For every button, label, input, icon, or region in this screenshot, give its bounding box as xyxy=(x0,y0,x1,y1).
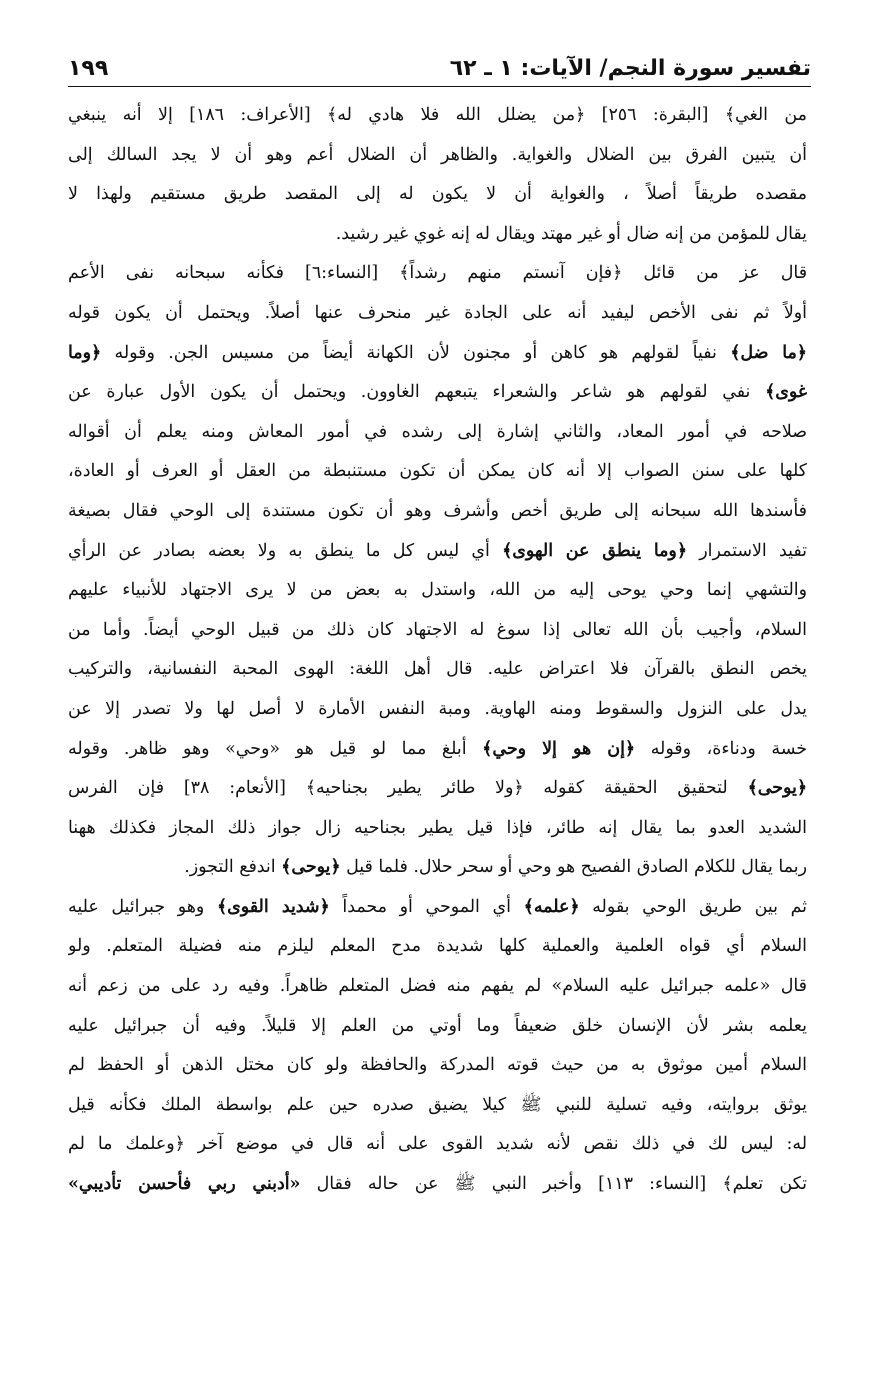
line-segment: تكن تعلم﴾ [النساء: ١١٣] وأخبر النبي ﷺ عن حاله فقال xyxy=(300,1174,807,1195)
line-segment: فأسندها الله سبحانه إلى طريق أخص وأشرف وهو أن تكون مستندة إلى الوحي فقال بصيغة xyxy=(68,500,807,521)
line-segment: خسة ودناءة، وقوله xyxy=(635,738,807,759)
text-line xyxy=(68,413,807,453)
line-segment: لتحقيق الحقيقة كقوله ﴿ولا طائر يطير بجناحيه﴾ [الأنعام: ٣٨] فإن الفرس xyxy=(68,778,748,799)
text-line xyxy=(68,215,807,255)
line-segment: أبلغ مما لو قيل هو «وحي» وهو ظاهر. وقوله xyxy=(68,738,483,759)
line-segment: قال عز من قائل ﴿فإن آنستم منهم رشداً﴾ [النساء:٦] فكأنه سبحانه نفى الأعم xyxy=(68,263,807,284)
line-segment: تفيد الاستمرار xyxy=(687,540,807,561)
text-line xyxy=(68,1046,807,1086)
line-segment: ثم بين طريق الوحي بقوله xyxy=(579,896,807,917)
line-segment: ربما يقال للكلام الصادق الفصيح هو وحي أو سحر حلال. فلما قيل xyxy=(340,857,807,878)
quran-citation: ﴿شديد القوى﴾ xyxy=(216,896,330,917)
line-segment: من الغي﴾ [البقرة: ٢٥٦] ﴿من يضلل الله فلا هادي له﴾ [الأعراف: ١٨٦] إلا أنه ينبغي xyxy=(68,105,807,125)
text-line xyxy=(68,809,807,849)
line-segment: السلام أي قواه العلمية والعملية كلها شديدة مدح المعلم ليلزم منه فضيلة المتعلم. ولو xyxy=(68,936,807,957)
text-line xyxy=(68,769,807,809)
line-segment: قال «علمه جبرائيل عليه السلام» لم يفهم منه فضل المتعلم ظاهراً. وفيه رد على من زعم أنه xyxy=(68,976,807,997)
text-line xyxy=(68,611,807,651)
line-segment: نفي لقولهم هو شاعر والشعراء يتبعهم الغاوون. ويحتمل أن يكون الأول عبارة عن xyxy=(68,382,766,403)
line-segment: يخص النطق بالقرآن فلا اعتراض عليه. قال أهل اللغة: الهوى المحبة النفسانية، والتركيب xyxy=(68,659,807,680)
line-segment: مقصده طريقاً أصلاً ، والغواية أن لا يكون له إلى المقصد طريق مستقيم ولهذا لا xyxy=(68,184,807,205)
text-line xyxy=(68,888,807,928)
running-title: تفسير سورة النجم/ الآيات: ١ ـ ٦٢ xyxy=(449,56,811,81)
text-line xyxy=(68,1086,807,1126)
quran-citation: ﴿وما xyxy=(68,342,102,363)
line-segment: أولاً ثم نفى الأخص ليفيد أنه على الجادة غير منحرف عنها أصلاً. ويحتمل أن يكون قوله xyxy=(68,302,807,323)
text-line xyxy=(68,175,807,215)
text-line xyxy=(68,1007,807,1047)
page-header xyxy=(68,38,811,80)
text-line xyxy=(68,294,807,334)
line-segment: والتشهي إنما وحي يوحى إليه من الله، واستدل به بعض من لا يرى الاجتهاد للأنبياء عليهم xyxy=(68,580,807,601)
text-line xyxy=(68,452,807,492)
line-segment: السلام أمين موثوق به من حيث قوته المدركة والحافظة ولو كان مختل الذهن أو الحفظ لم xyxy=(68,1055,807,1076)
text-line xyxy=(68,967,807,1007)
text-line xyxy=(68,136,807,176)
quran-citation: غوى﴾ xyxy=(765,382,807,403)
line-segment: اندفع التجوز. xyxy=(184,857,282,878)
quran-citation: ﴿وما ينطق عن الهوى﴾ xyxy=(502,540,688,561)
page-number: ١٩٩ xyxy=(68,56,109,81)
text-line xyxy=(68,532,807,572)
text-line xyxy=(68,492,807,532)
quran-citation: ﴿ما ضل﴾ xyxy=(730,342,807,363)
line-segment: يقال للمؤمن من إنه ضال أو غير مهتد ويقال له إنه غوي غير رشيد. xyxy=(335,223,807,244)
tafsir-body-text xyxy=(68,96,807,1205)
line-segment: السلام، وأجيب بأن الله تعالى إذا سوغ له الاجتهاد كان ذلك من قبيل الوحي أيضاً. وأما من xyxy=(68,619,807,640)
quran-citation: ﴿علمه﴾ xyxy=(523,896,580,917)
line-segment: صلاحه في أمور المعاد، والثاني إشارة إلى رشده في أمور المعاش ومنه يعلم أن أقواله xyxy=(68,421,807,442)
text-line xyxy=(68,927,807,967)
text-line xyxy=(68,1125,807,1165)
header-rule xyxy=(68,86,811,87)
quran-citation: ﴿يوحى﴾ xyxy=(747,778,807,799)
line-segment: وهو جبرائيل عليه xyxy=(68,896,217,917)
line-segment: يعلمه بشر لأن الإنسان خلق ضعيفاً وما أوتي من العلم إلا قليلاً. وفيه أن جبرائيل عليه xyxy=(68,1015,807,1036)
text-line xyxy=(68,730,807,770)
text-line xyxy=(68,1165,807,1205)
text-line xyxy=(68,650,807,690)
text-line xyxy=(68,690,807,730)
text-line xyxy=(68,373,807,413)
line-segment: يوثق بروايته، وفيه تسلية للنبي ﷺ كيلا يضيق صدره حين علم بواسطة الملك فكأنه قيل xyxy=(68,1094,807,1115)
line-segment: أي الموحي أو محمداً xyxy=(329,896,524,917)
quran-citation: ﴿إن هو إلا وحي﴾ xyxy=(482,738,636,759)
line-segment: الشديد العدو بما يقال إنه طائر، فإذا قيل يطير بجناحيه زال جواز ذلك المجاز فكذلك ههنا xyxy=(68,817,807,838)
quran-citation: «أدبني ربي فأحسن تأديبي» xyxy=(68,1174,301,1195)
line-segment: كلها على سنن الصواب إلا أنه كان يمكن أن تكون مستنبطة من العقل أو العرف أو العادة، xyxy=(68,461,807,482)
text-line xyxy=(68,334,807,374)
line-segment: أن يتبين الفرق بين الضلال والغواية. والظاهر أن الضلال أعم وهو أن لا يجد السالك إلى xyxy=(68,144,807,165)
line-segment: له: ليس لك في ذلك نقص لأنه شديد القوى على أنه قال في موضع آخر ﴿وعلمك ما لم xyxy=(68,1134,807,1155)
line-segment: يدل على النزول والسقوط ومنه الهاوية. ومبة النفس الأمارة لا أصل لها ولا تصدر إلا عن xyxy=(68,698,807,719)
quran-citation: ﴿يوحى﴾ xyxy=(281,857,341,878)
text-line xyxy=(68,848,807,888)
text-line xyxy=(68,254,807,294)
text-line xyxy=(68,96,807,136)
text-line xyxy=(68,571,807,611)
line-segment: نفياً لقولهم هو كاهن أو مجنون لأن الكهانة أيضاً من مسيس الجن. وقوله xyxy=(101,342,731,363)
line-segment: أي ليس كل ما ينطق به ولا بعضه بصادر عن الرأي xyxy=(68,540,503,561)
